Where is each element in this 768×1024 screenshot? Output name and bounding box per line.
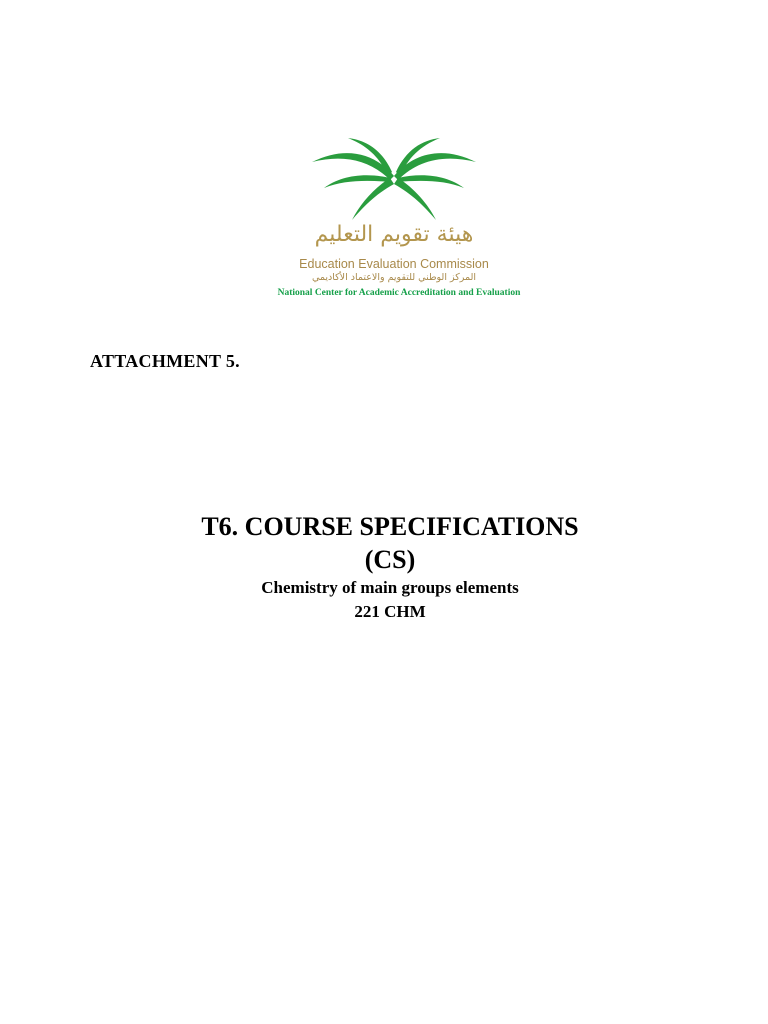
palm-leaves-icon: [304, 132, 484, 224]
course-code: 221 CHM: [354, 602, 426, 621]
document-title-abbreviation: (CS): [364, 545, 416, 574]
logo-english-name: Education Evaluation Commission: [299, 257, 489, 271]
attachment-label: ATTACHMENT 5.: [90, 351, 240, 371]
title-block: [0, 510, 768, 624]
logo-english-center: National Center for Academic Accreditation and Evaluation: [277, 288, 521, 298]
course-name: Chemistry of main groups elements: [261, 578, 519, 597]
commission-logo: [254, 132, 544, 302]
logo-arabic-center: المركز الوطني للتقويم والاعتماد الأكاديمي: [311, 272, 477, 283]
logo-arabic-name: هيئة تقويم التعليم: [314, 222, 474, 247]
document-title: T6. COURSE SPECIFICATIONS: [201, 512, 579, 541]
